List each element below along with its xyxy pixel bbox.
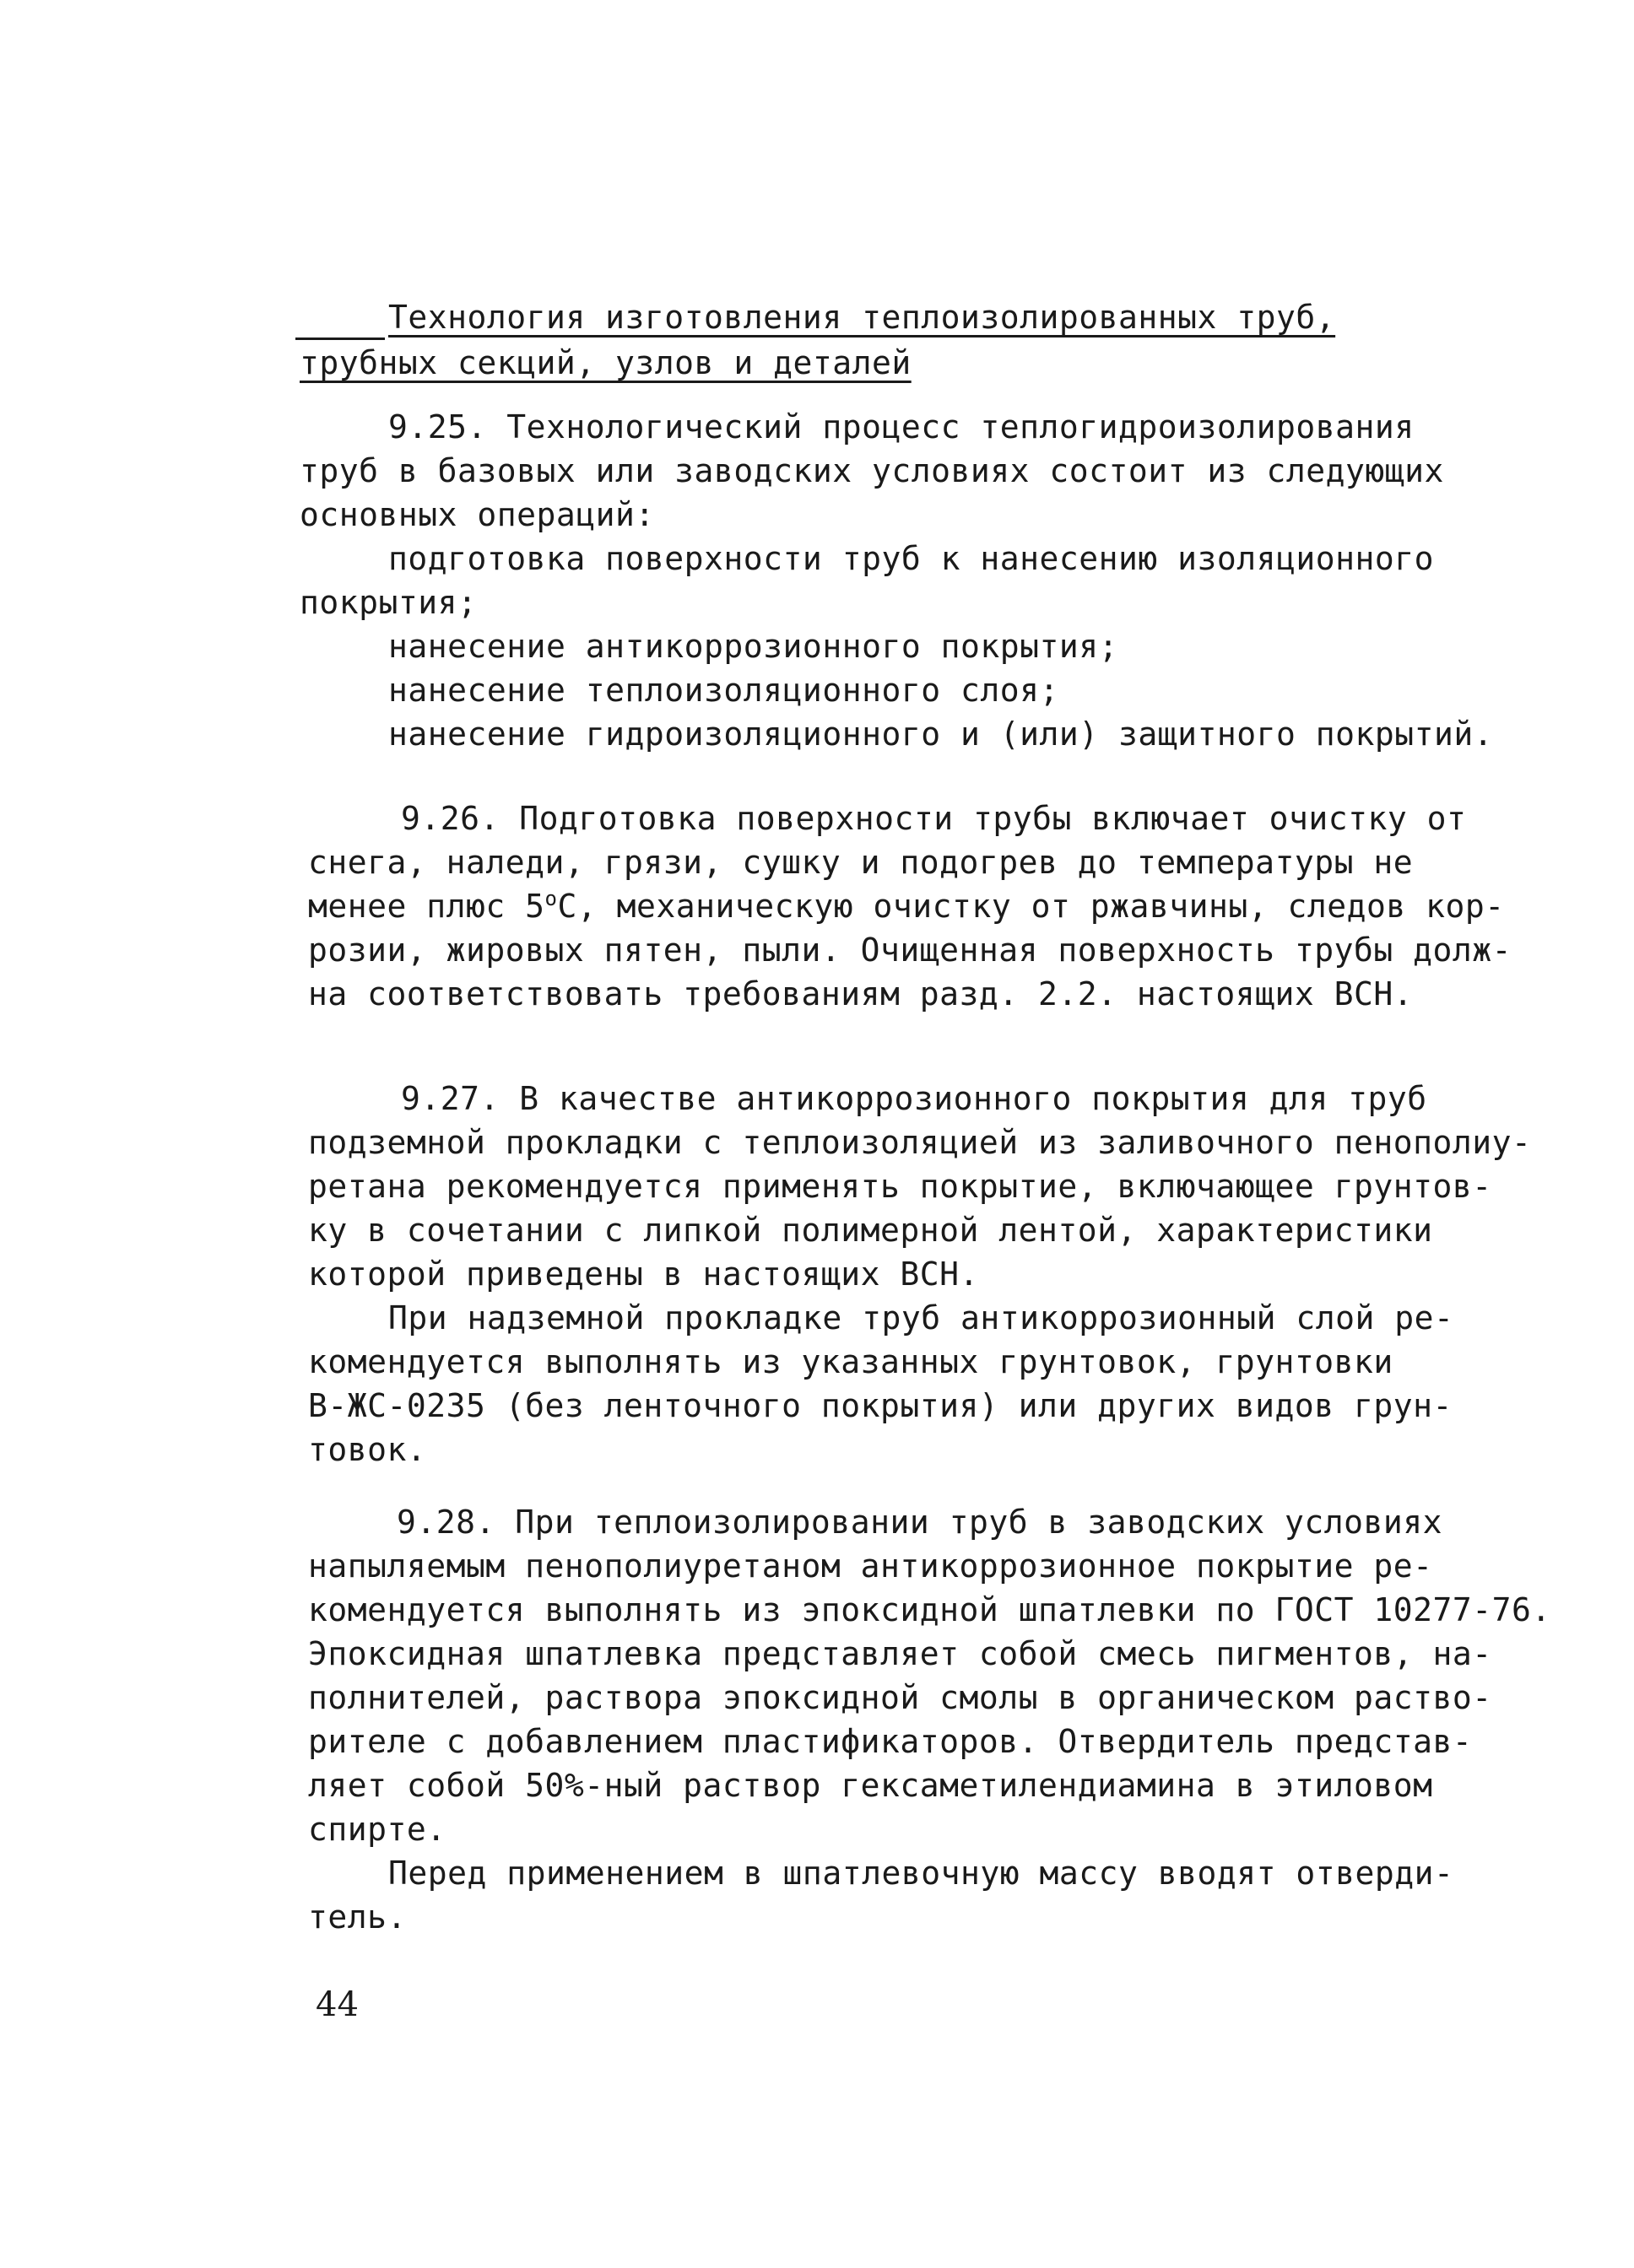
heading-line-1: Технология изготовления теплоизолированных труб, [388, 299, 1336, 336]
paragraph-line: основных операций: [300, 496, 655, 533]
paragraph-line: подземной прокладки с теплоизоляцией из заливочного пенополиу- [308, 1124, 1532, 1161]
paragraph-line: комендуется выполнять из эпоксидной шпатлевки по ГОСТ 10277-76. [308, 1591, 1551, 1628]
paragraph-line: 9.27. В качестве антикоррозионного покрытия для труб [401, 1080, 1427, 1117]
paragraph-line: которой приведены в настоящих ВСН. [308, 1256, 979, 1293]
degree-superscript: о [544, 887, 558, 910]
paragraph-line: тель. [308, 1898, 407, 1936]
paragraph-line [308, 884, 1505, 932]
paragraph-line: спирте. [308, 1811, 446, 1848]
paragraph-line: ляет собой 50%-ный раствор гексаметилендиамина в этиловом [308, 1767, 1433, 1804]
paragraph-line: труб в базовых или заводских условиях состоит из следующих [300, 452, 1444, 489]
paragraph-line: ретана рекомендуется применять покрытие, включающее грунтов- [308, 1168, 1492, 1205]
paragraph-line: 9.25. Технологический процесс теплогидроизолирования [388, 408, 1415, 446]
list-item: нанесение теплоизоляционного слоя; [388, 672, 1059, 709]
list-item: подготовка поверхности труб к нанесению изоляционного [388, 540, 1435, 577]
text-run: С, механическую очистку от ржавчины, следов кор- [557, 888, 1505, 925]
paragraph-line: товок. [308, 1431, 427, 1468]
list-item: нанесение антикоррозионного покрытия; [388, 628, 1118, 665]
text-run: менее плюс 5 [308, 888, 545, 925]
paragraph-line: розии, жировых пятен, пыли. Очищенная поверхность трубы долж- [308, 932, 1512, 969]
paragraph-line: напыляемым пенополиуретаном антикоррозионное покрытие ре- [308, 1547, 1433, 1585]
list-item: нанесение гидроизоляционного и (или) защитного покрытий. [388, 716, 1494, 753]
paragraph-line: полнителей, раствора эпоксидной смолы в органическом раство- [308, 1679, 1492, 1716]
paragraph-line: рителе с добавлением пластификаторов. Отвердитель представ- [308, 1723, 1473, 1760]
paragraph-line: Эпоксидная шпатлевка представляет собой смесь пигментов, на- [308, 1635, 1492, 1672]
page-number: 44 [316, 1985, 359, 2024]
paragraph-line: снега, наледи, грязи, сушку и подогрев до температуры не [308, 844, 1414, 881]
paragraph-line: Перед применением в шпатлевочную массу вводят отверди- [388, 1855, 1454, 1892]
heading-lead-rule [295, 338, 385, 340]
paragraph-line: При надземной прокладке труб антикоррозионный слой ре- [388, 1299, 1454, 1336]
paragraph-line: ку в сочетании с липкой полимерной лентой, характеристики [308, 1212, 1433, 1249]
paragraph-line: покрытия; [300, 584, 478, 621]
paragraph-line: 9.28. При теплоизолировании труб в заводских условиях [397, 1504, 1443, 1541]
paragraph-line: 9.26. Подготовка поверхности трубы включает очистку от [401, 800, 1467, 837]
paragraph-line: комендуется выполнять из указанных грунтовок, грунтовки [308, 1343, 1393, 1380]
heading-line-2: трубных секций, узлов и деталей [300, 344, 912, 381]
paragraph-line: на соответствовать требованиям разд. 2.2. настоящих ВСН. [308, 975, 1414, 1012]
paragraph-line: В-ЖС-0235 (без ленточного покрытия) или других видов грун- [308, 1387, 1453, 1424]
